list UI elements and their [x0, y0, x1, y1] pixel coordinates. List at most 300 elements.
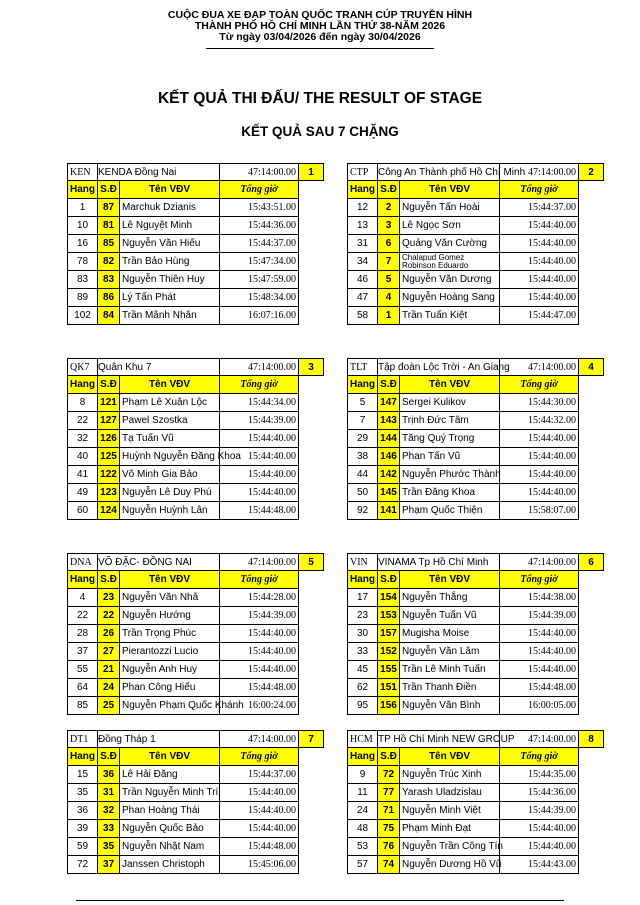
rider-name: Trần Thanh Điền [400, 679, 500, 697]
rider-bib: 3 [378, 217, 400, 235]
rider-bib: 124 [98, 502, 120, 520]
team-table-vin [347, 553, 604, 715]
rider-rank: 10 [68, 217, 98, 235]
rider-name: Trần Bảo Hùng [120, 253, 220, 271]
team-table-ken [67, 163, 324, 325]
rider-bib: 7 [378, 253, 400, 271]
rider-bib: 81 [98, 217, 120, 235]
rider-rank: 40 [68, 448, 98, 466]
column-header-row [348, 571, 604, 589]
rider-name: Trịnh Đức Tâm [400, 412, 500, 430]
rider-name: Nguyễn Phạm Quốc Khánh [120, 697, 220, 715]
rider-rank: 50 [348, 484, 378, 502]
rider-time: 16:07:16.00 [220, 307, 299, 325]
team-header-row [68, 359, 324, 376]
rider-time: 15:44:40.00 [220, 661, 299, 679]
blank-cell [579, 571, 604, 589]
blank-cell [579, 307, 604, 325]
rider-time: 15:44:40.00 [500, 661, 579, 679]
team-name: Đồng Tháp 1 [98, 731, 220, 748]
team-place: 3 [299, 359, 324, 376]
rider-rank: 53 [348, 838, 378, 856]
rider-rank: 35 [68, 784, 98, 802]
blank-cell [579, 235, 604, 253]
team-header-row [68, 164, 324, 181]
rider-time: 15:44:40.00 [500, 217, 579, 235]
rider-rank: 39 [68, 820, 98, 838]
rider-time: 15:44:40.00 [220, 820, 299, 838]
rider-name: Nguyễn Văn Bình [400, 697, 500, 715]
blank-cell [579, 448, 604, 466]
rider-bib: 127 [98, 412, 120, 430]
rider-rank: 44 [348, 466, 378, 484]
rider-rank: 46 [348, 271, 378, 289]
rider-row [68, 253, 324, 271]
rider-rank: 23 [348, 607, 378, 625]
team-place: 4 [579, 359, 604, 376]
rider-name: Mugisha Moise [400, 625, 500, 643]
rider-row [68, 484, 324, 502]
rider-rank: 34 [348, 253, 378, 271]
rider-name: Trần Lê Minh Tuấn [400, 661, 500, 679]
rider-time: 15:44:35.00 [500, 766, 579, 784]
rider-name: Nguyễn Dương Hồ Vũ [400, 856, 500, 874]
rider-bib: 23 [98, 589, 120, 607]
blank-cell [299, 289, 324, 307]
rider-bib: 146 [378, 448, 400, 466]
rider-time: 15:44:38.00 [500, 589, 579, 607]
blank-cell [299, 856, 324, 874]
rider-time: 15:44:39.00 [500, 607, 579, 625]
rider-bib: 35 [98, 838, 120, 856]
rider-row [348, 766, 604, 784]
col-header-rank: Hang [348, 376, 378, 394]
rider-row [68, 394, 324, 412]
rider-time: 15:48:34.00 [220, 289, 299, 307]
rider-row [68, 766, 324, 784]
team-table-dt1 [67, 730, 324, 874]
team-total-time: 47:14:00.00 [220, 731, 299, 748]
blank-cell [579, 394, 604, 412]
rider-bib: 75 [378, 820, 400, 838]
team-header-row [348, 164, 604, 181]
rider-time: 15:44:48.00 [500, 679, 579, 697]
team-code: CTP [348, 164, 378, 181]
blank-cell [579, 697, 604, 715]
blank-cell [299, 607, 324, 625]
col-header-name: Tên VĐV [120, 376, 220, 394]
rider-row [348, 484, 604, 502]
rider-rank: 30 [348, 625, 378, 643]
blank-cell [299, 589, 324, 607]
blank-cell [579, 643, 604, 661]
rider-name: Phan Hoàng Thái [120, 802, 220, 820]
col-header-name: Tên VĐV [400, 571, 500, 589]
col-header-rank: Hang [68, 376, 98, 394]
col-header-time: Tổng giờ [500, 571, 579, 589]
rider-time: 15:44:43.00 [500, 856, 579, 874]
rider-name: Nguyễn Trần Công Tín [400, 838, 500, 856]
rider-row [68, 625, 324, 643]
blank-cell [299, 466, 324, 484]
rider-rank: 1 [68, 199, 98, 217]
rider-rank: 28 [68, 625, 98, 643]
rider-rank: 55 [68, 661, 98, 679]
rider-time: 15:43:51.00 [220, 199, 299, 217]
rider-bib: 151 [378, 679, 400, 697]
rider-rank: 22 [68, 607, 98, 625]
team-place: 6 [579, 554, 604, 571]
blank-cell [579, 502, 604, 520]
rider-row [348, 217, 604, 235]
col-header-rank: Hang [348, 571, 378, 589]
rider-bib: 27 [98, 643, 120, 661]
rider-name: Phạm Minh Đạt [400, 820, 500, 838]
blank-cell [299, 625, 324, 643]
rider-bib: 121 [98, 394, 120, 412]
column-header-row [348, 181, 604, 199]
rider-name: Nguyễn Văn Hiếu [120, 235, 220, 253]
team-code: QK7 [68, 359, 98, 376]
blank-cell [299, 820, 324, 838]
team-name: TP Hồ Chí Minh NEW GROUP [378, 731, 500, 748]
rider-name: Pawel Szostka [120, 412, 220, 430]
rider-bib: 25 [98, 697, 120, 715]
rider-row [348, 820, 604, 838]
rider-name: Nguyễn Thiên Huy [120, 271, 220, 289]
team-code: TLT [348, 359, 378, 376]
rider-row [348, 235, 604, 253]
rider-row [348, 661, 604, 679]
rider-rank: 22 [68, 412, 98, 430]
rider-time: 15:44:36.00 [220, 217, 299, 235]
blank-cell [299, 253, 324, 271]
team-header-row [348, 731, 604, 748]
rider-name: Tăng Quý Trọng [400, 430, 500, 448]
rider-name: Yarash Uladzislau [400, 784, 500, 802]
blank-cell [299, 217, 324, 235]
team-total-time: 47:14:00.00 [500, 359, 579, 376]
rider-rank: 8 [68, 394, 98, 412]
rider-rank: 11 [348, 784, 378, 802]
rider-time: 15:44:39.00 [220, 412, 299, 430]
rider-row [348, 502, 604, 520]
rider-rank: 45 [348, 661, 378, 679]
rider-name: Nguyễn Huỳnh Lân [120, 502, 220, 520]
rider-name: Huỳnh Nguyễn Đăng Khoa [120, 448, 220, 466]
rider-bib: 155 [378, 661, 400, 679]
blank-cell [579, 748, 604, 766]
rider-time: 15:44:48.00 [220, 679, 299, 697]
rider-name: Lê Ngọc Sơn [400, 217, 500, 235]
rider-rank: 15 [68, 766, 98, 784]
rider-row [348, 430, 604, 448]
rider-row [348, 271, 604, 289]
rider-row [348, 412, 604, 430]
col-header-bib: S.Đ [378, 748, 400, 766]
blank-cell [299, 784, 324, 802]
rider-rank: 62 [348, 679, 378, 697]
rider-rank: 24 [348, 802, 378, 820]
header-divider [206, 48, 434, 49]
rider-rank: 95 [348, 697, 378, 715]
rider-rank: 41 [68, 466, 98, 484]
team-code: DT1 [68, 731, 98, 748]
blank-cell [579, 199, 604, 217]
team-name: KENDA Đồng Nai [98, 164, 220, 181]
rider-row [348, 802, 604, 820]
rider-bib: 85 [98, 235, 120, 253]
rider-name: Nguyễn Phước Thành [400, 466, 500, 484]
blank-cell [299, 802, 324, 820]
rider-bib: 142 [378, 466, 400, 484]
col-header-bib: S.Đ [378, 376, 400, 394]
blank-cell [299, 235, 324, 253]
rider-row [68, 430, 324, 448]
team-header-row [348, 554, 604, 571]
blank-cell [579, 412, 604, 430]
team-name: Quân Khu 7 [98, 359, 220, 376]
col-header-time: Tổng giờ [220, 571, 299, 589]
blank-cell [579, 430, 604, 448]
rider-bib: 86 [98, 289, 120, 307]
rider-row [68, 412, 324, 430]
rider-time: 15:44:40.00 [500, 838, 579, 856]
rider-row [68, 217, 324, 235]
footer-divider [76, 900, 564, 901]
rider-rank: 32 [68, 430, 98, 448]
team-code: HCM [348, 731, 378, 748]
rider-row [68, 448, 324, 466]
rider-time: 15:44:32.00 [500, 412, 579, 430]
team-code: VIN [348, 554, 378, 571]
rider-row [348, 448, 604, 466]
col-header-time: Tổng giờ [500, 748, 579, 766]
rider-row [348, 856, 604, 874]
rider-rank: 12 [348, 199, 378, 217]
rider-rank: 72 [68, 856, 98, 874]
rider-time: 15:44:40.00 [500, 235, 579, 253]
col-header-bib: S.Đ [98, 181, 120, 199]
rider-time: 15:44:48.00 [220, 502, 299, 520]
col-header-time: Tổng giờ [500, 376, 579, 394]
column-header-row [68, 748, 324, 766]
rider-name: Nguyễn Văn Lâm [400, 643, 500, 661]
blank-cell [579, 181, 604, 199]
rider-time: 15:58:07.00 [500, 502, 579, 520]
team-name: Công An Thành phố Hồ Chí Minh [378, 164, 500, 181]
rider-rank: 37 [68, 643, 98, 661]
col-header-bib: S.Đ [378, 181, 400, 199]
race-edition: THÀNH PHỐ HỒ CHÍ MINH LẦN THỨ 38-NĂM 2026 [194, 20, 446, 32]
col-header-name: Tên VĐV [120, 571, 220, 589]
blank-cell [579, 820, 604, 838]
rider-row [68, 697, 324, 715]
page-subtitle: KẾT QUẢ SAU 7 CHẶNG [241, 124, 399, 139]
page-title: KẾT QUẢ THI ĐẤU/ THE RESULT OF STAGE [157, 90, 483, 107]
rider-row [68, 199, 324, 217]
rider-name: Nguyễn Anh Huy [120, 661, 220, 679]
blank-cell [299, 307, 324, 325]
rider-row [348, 394, 604, 412]
rider-name: Trần Nguyễn Minh Trí [120, 784, 220, 802]
rider-bib: 32 [98, 802, 120, 820]
rider-row [68, 271, 324, 289]
rider-time: 15:44:40.00 [220, 430, 299, 448]
rider-name: Pierantozzi Lucio [120, 643, 220, 661]
blank-cell [299, 502, 324, 520]
rider-name: Nguyễn Trúc Xinh [400, 766, 500, 784]
rider-rank: 92 [348, 502, 378, 520]
rider-time: 16:00:05.00 [500, 697, 579, 715]
rider-name: Phạm Lê Xuân Lộc [120, 394, 220, 412]
blank-cell [579, 766, 604, 784]
col-header-name: Tên VĐV [400, 748, 500, 766]
col-header-name: Tên VĐV [400, 181, 500, 199]
team-place: 5 [299, 554, 324, 571]
rider-name: Võ Minh Gia Bảo [120, 466, 220, 484]
col-header-rank: Hang [68, 748, 98, 766]
rider-time: 15:47:34.00 [220, 253, 299, 271]
rider-bib: 82 [98, 253, 120, 271]
rider-rank: 59 [68, 838, 98, 856]
rider-bib: 156 [378, 697, 400, 715]
blank-cell [299, 412, 324, 430]
blank-cell [579, 607, 604, 625]
team-table-qk7 [67, 358, 324, 520]
rider-rank: 89 [68, 289, 98, 307]
rider-name: Tạ Tuấn Vũ [120, 430, 220, 448]
rider-name: Nguyễn Nhật Nam [120, 838, 220, 856]
rider-name: Nguyễn Tấn Hoài [400, 199, 500, 217]
rider-bib: 22 [98, 607, 120, 625]
race-dates: Từ ngày 03/04/2026 đến ngày 30/04/2026 [219, 31, 421, 43]
rider-name: Sergei Kulikov [400, 394, 500, 412]
rider-bib: 24 [98, 679, 120, 697]
blank-cell [299, 484, 324, 502]
blank-cell [299, 430, 324, 448]
rider-bib: 152 [378, 643, 400, 661]
blank-cell [299, 448, 324, 466]
blank-cell [299, 394, 324, 412]
rider-name: Nguyễn Văn Nhã [120, 589, 220, 607]
rider-time: 15:44:40.00 [220, 802, 299, 820]
rider-rank: 4 [68, 589, 98, 607]
rider-rank: 58 [348, 307, 378, 325]
rider-bib: 77 [378, 784, 400, 802]
team-code: DNA [68, 554, 98, 571]
rider-bib: 26 [98, 625, 120, 643]
column-header-row [348, 748, 604, 766]
rider-rank: 5 [348, 394, 378, 412]
rider-row [348, 199, 604, 217]
rider-row [68, 820, 324, 838]
rider-row [348, 307, 604, 325]
blank-cell [579, 484, 604, 502]
rider-rank: 64 [68, 679, 98, 697]
rider-time: 15:44:47.00 [500, 307, 579, 325]
rider-bib: 21 [98, 661, 120, 679]
rider-time: 15:44:40.00 [500, 253, 579, 271]
team-name: VÕ ĐẶC- ĐỒNG NAI [98, 554, 220, 571]
rider-bib: 125 [98, 448, 120, 466]
blank-cell [579, 376, 604, 394]
col-header-rank: Hang [348, 748, 378, 766]
rider-row [68, 607, 324, 625]
rider-time: 15:44:40.00 [500, 271, 579, 289]
team-total-time: 47:14:00.00 [220, 164, 299, 181]
rider-rank: 17 [348, 589, 378, 607]
col-header-time: Tổng giờ [220, 376, 299, 394]
rider-bib: 74 [378, 856, 400, 874]
rider-name: Lý Tấn Phát [120, 289, 220, 307]
rider-row [68, 661, 324, 679]
rider-name: Phan Tấn Vũ [400, 448, 500, 466]
rider-time: 15:44:39.00 [220, 607, 299, 625]
rider-time: 16:00:24.00 [220, 697, 299, 715]
blank-cell [299, 643, 324, 661]
rider-row [68, 589, 324, 607]
rider-bib: 87 [98, 199, 120, 217]
rider-time: 15:44:40.00 [500, 289, 579, 307]
rider-name: Phạm Quốc Thiện [400, 502, 500, 520]
blank-cell [299, 766, 324, 784]
rider-bib: 37 [98, 856, 120, 874]
blank-cell [299, 661, 324, 679]
rider-rank: 85 [68, 697, 98, 715]
rider-row [68, 838, 324, 856]
rider-time: 15:44:34.00 [220, 394, 299, 412]
col-header-time: Tổng giờ [500, 181, 579, 199]
rider-row [68, 856, 324, 874]
blank-cell [579, 217, 604, 235]
col-header-name: Tên VĐV [120, 748, 220, 766]
rider-name: Trần Trọng Phúc [120, 625, 220, 643]
blank-cell [579, 253, 604, 271]
blank-cell [299, 181, 324, 199]
rider-time: 15:44:40.00 [500, 643, 579, 661]
rider-bib: 144 [378, 430, 400, 448]
rider-time: 15:44:40.00 [500, 820, 579, 838]
blank-cell [579, 802, 604, 820]
rider-rank: 16 [68, 235, 98, 253]
team-header-row [68, 731, 324, 748]
rider-row [348, 697, 604, 715]
team-name: VINAMA Tp Hồ Chí Minh [378, 554, 500, 571]
rider-bib: 143 [378, 412, 400, 430]
rider-name: Quảng Văn Cường [400, 235, 500, 253]
rider-bib: 157 [378, 625, 400, 643]
rider-name: Nguyễn Lê Duy Phú [120, 484, 220, 502]
column-header-row [68, 181, 324, 199]
rider-rank: 13 [348, 217, 378, 235]
race-title: CUỘC ĐUA XE ĐẠP TOÀN QUỐC TRANH CÚP TRUYỀN HÌNH [167, 9, 473, 21]
rider-row [68, 307, 324, 325]
rider-row [348, 607, 604, 625]
rider-rank: 38 [348, 448, 378, 466]
rider-bib: 153 [378, 607, 400, 625]
rider-bib: 2 [378, 199, 400, 217]
rider-row [348, 589, 604, 607]
rider-time: 15:44:40.00 [220, 625, 299, 643]
blank-cell [299, 697, 324, 715]
team-header-row [68, 554, 324, 571]
rider-name: Nguyễn Hoàng Sang [400, 289, 500, 307]
rider-bib: 76 [378, 838, 400, 856]
rider-name: Janssen Christoph [120, 856, 220, 874]
blank-cell [579, 856, 604, 874]
rider-bib: 84 [98, 307, 120, 325]
